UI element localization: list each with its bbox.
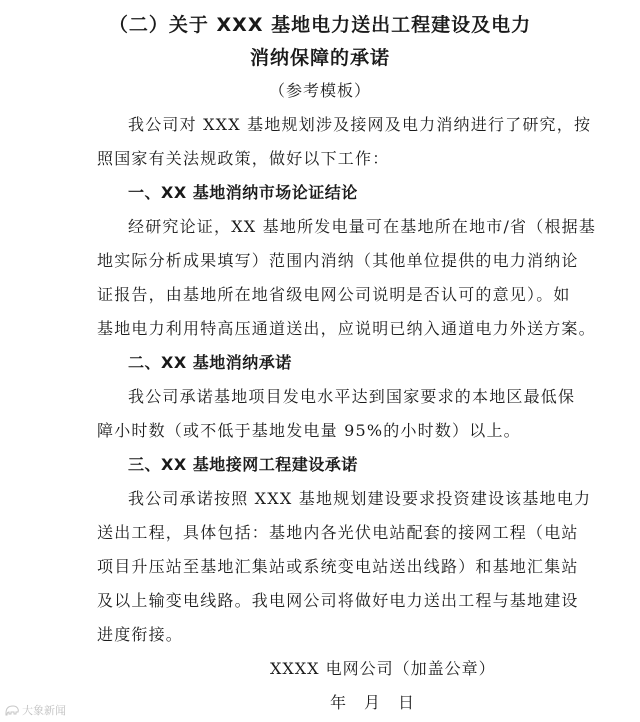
section-1-line-1: 经研究论证，XX 基地所发电量可在基地所在地市/省（根据基: [128, 217, 597, 236]
section-3-line-4: 及以上输变电线路。我电网公司将做好电力送出工程与基地建设: [97, 591, 579, 610]
date-line: 年 月 日: [330, 693, 416, 712]
section-1-line-2: 地实际分析成果填写）范围内消纳（其他单位提供的电力消纳论: [97, 251, 579, 270]
document-subtitle: （参考模板）: [268, 81, 371, 100]
elephant-logo-icon: [4, 704, 20, 716]
intro-line-2: 照国家有关法规政策，做好以下工作：: [97, 149, 390, 168]
intro-line-1: 我公司对 XXX 基地规划涉及接网及电力消纳进行了研究，按: [128, 115, 592, 134]
section-1-line-4: 基地电力利用特高压通道送出，应说明已纳入通道电力外送方案。: [97, 319, 596, 338]
watermark: [4, 702, 66, 718]
section-1-heading: 一、XX 基地消纳市场论证结论: [128, 183, 358, 202]
section-2-line-1: 我公司承诺基地项目发电水平达到国家要求的本地区最低保: [128, 387, 576, 406]
section-1-line-3: 证报告，由基地所在地省级电网公司说明是否认可的意见）。如: [97, 285, 571, 304]
section-3-line-2: 送出工程，具体包括：基地内各光伏电站配套的接网工程（电站: [97, 523, 579, 542]
section-2-line-2: 障小时数（或不低于基地发电量 95%的小时数）以上。: [97, 421, 521, 440]
signature-line: XXXX 电网公司（加盖公章）: [270, 659, 496, 678]
section-3-line-5: 进度衔接。: [97, 625, 184, 644]
section-3-line-3: 项目升压站至基地汇集站或系统变电站送出线路）和基地汇集站: [97, 557, 579, 576]
document-title-line-2: 消纳保障的承诺: [249, 47, 390, 69]
document-title-line-1: （二）关于 XXX 基地电力送出工程建设及电力: [108, 14, 532, 36]
section-3-heading: 三、XX 基地接网工程建设承诺: [128, 455, 358, 474]
section-2-heading: 二、XX 基地消纳承诺: [128, 353, 292, 372]
watermark-text: 大象新闻: [22, 704, 66, 717]
section-3-line-1: 我公司承诺按照 XXX 基地规划建设要求投资建设该基地电力: [128, 489, 592, 508]
